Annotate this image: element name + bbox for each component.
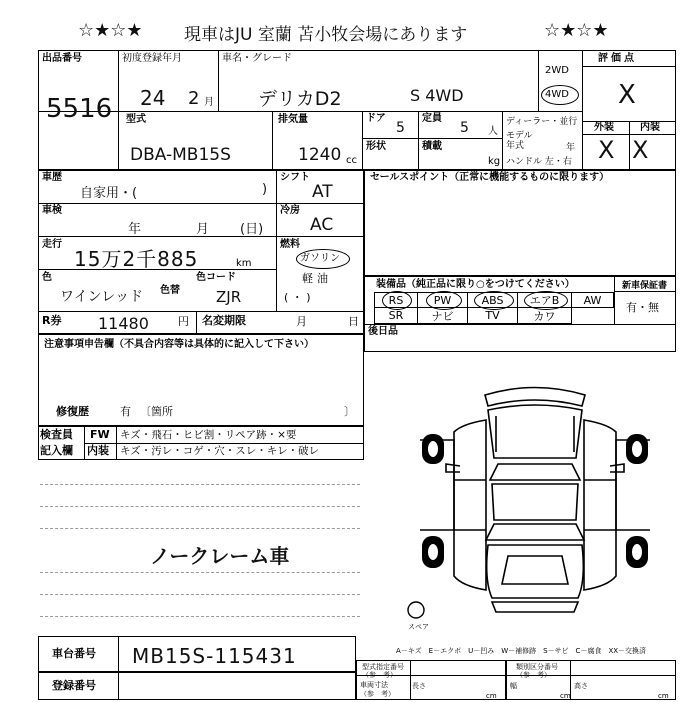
equip-abs-circle bbox=[474, 291, 514, 310]
model-year-label: モデル 年式 bbox=[506, 131, 533, 151]
handle-label: ハンドル 左・右 bbox=[506, 157, 572, 167]
model-value: DBA-MB15S bbox=[130, 145, 231, 165]
name-change-label: 名変期限 bbox=[202, 314, 246, 327]
equip-navi: ナビ bbox=[418, 308, 468, 324]
aircon-value: AC bbox=[310, 215, 334, 235]
equip-leather: カワ bbox=[518, 308, 572, 324]
rear-window bbox=[486, 524, 584, 540]
equip-tv: TV bbox=[468, 308, 518, 324]
chassis-label: 車台番号 bbox=[52, 647, 96, 660]
banner-right-stars: ☆★☆★ bbox=[544, 20, 609, 41]
height-cm: cm bbox=[658, 692, 669, 700]
type-designation-label: 型式指定番号 bbox=[362, 663, 404, 671]
mileage-unit: km bbox=[236, 258, 252, 269]
inspector-label-2: 記入欄 bbox=[40, 444, 73, 457]
tailgate bbox=[487, 545, 584, 598]
sales-point-label: セールスポイント（正常に機能するものに限ります） bbox=[370, 172, 610, 183]
category-label: 類別区分番号 bbox=[516, 663, 558, 671]
fuel-label: 燃料 bbox=[280, 239, 300, 250]
car-length-ref: （参 考） bbox=[360, 690, 395, 698]
history-label: 車歴 bbox=[42, 172, 62, 183]
registration-label: 登録番号 bbox=[52, 679, 96, 692]
model-label: 型式 bbox=[126, 114, 146, 125]
capacity-label: 定員 bbox=[422, 113, 442, 124]
type-designation-ref: （参 考） bbox=[362, 671, 397, 679]
capacity-unit: 人 bbox=[488, 126, 498, 137]
equip-abs: ABS bbox=[468, 292, 518, 308]
width-cm: cm bbox=[560, 692, 571, 700]
listing-number: 5516 bbox=[46, 94, 113, 124]
repair-value: 有 bbox=[120, 405, 131, 418]
car-length-label: 車両寸法 bbox=[360, 681, 388, 689]
inspection-day-unit: (日) bbox=[240, 222, 264, 237]
width-label: 幅 bbox=[510, 682, 517, 690]
car-name-value: デリカD2 bbox=[258, 88, 342, 110]
height-label: 高さ bbox=[574, 682, 588, 690]
listing-number-label: 出品番号 bbox=[42, 53, 82, 64]
rear-bumper bbox=[492, 602, 578, 612]
color-code: ZJR bbox=[216, 288, 242, 306]
shape-label: 形状 bbox=[366, 141, 386, 152]
first-reg-label: 初度登録年月 bbox=[122, 53, 182, 64]
doors-value: 5 bbox=[396, 120, 405, 136]
load-unit: kg bbox=[488, 156, 501, 167]
equip-airbag-circle bbox=[524, 291, 568, 310]
rating-label: 評価点 bbox=[598, 53, 637, 64]
banner-left-stars: ☆★☆★ bbox=[78, 20, 143, 41]
exterior-label: 外装 bbox=[594, 122, 614, 133]
recycle-value: 11480 bbox=[98, 314, 149, 333]
no-claim-stamp: ノークレーム車 bbox=[150, 544, 290, 568]
recycle-unit: 円 bbox=[178, 315, 189, 328]
color-label: 色 bbox=[42, 272, 52, 283]
repair-label: 修復歴 bbox=[56, 405, 89, 418]
car-grade-value: S 4WD bbox=[410, 86, 464, 105]
roof bbox=[492, 484, 578, 520]
equip-pw: PW bbox=[418, 292, 468, 308]
inspection-month-unit: 月 bbox=[196, 222, 210, 237]
history-value: 自家用・( bbox=[80, 186, 138, 201]
displacement-unit: cc bbox=[346, 155, 357, 166]
equip-pw-circle bbox=[426, 291, 462, 310]
later-items-label: 後日品 bbox=[368, 326, 398, 337]
sales-point-frame bbox=[364, 170, 676, 276]
damage-legend: A－キズ E－エクボ U－凹み W－補修跡 S－サビ C－腐食 XX－交換済 bbox=[396, 647, 647, 655]
inspector-interior: 内装 bbox=[87, 444, 109, 457]
aircon-label: 冷房 bbox=[280, 205, 300, 216]
displacement-label: 排気量 bbox=[278, 114, 308, 125]
first-reg-month-unit: 月 bbox=[204, 97, 214, 108]
hood bbox=[488, 405, 582, 458]
inspection-year-unit: 年 bbox=[128, 222, 142, 237]
exterior-value: X bbox=[598, 136, 615, 164]
car-name-label: 車名・グレード bbox=[222, 53, 292, 64]
spare-tire bbox=[408, 602, 424, 618]
car-diagram bbox=[400, 380, 670, 630]
equip-sr: SR bbox=[374, 308, 418, 324]
displacement-value: 1240 bbox=[298, 145, 342, 165]
mileage-label: 走行 bbox=[42, 239, 62, 250]
length-cm: cm bbox=[486, 692, 497, 700]
name-change-day: 日 bbox=[348, 315, 359, 328]
repair-close: 〕 bbox=[344, 405, 355, 418]
banner-text: 現車はJU 室蘭 苫小牧会場にあります bbox=[184, 25, 468, 45]
warranty-value: 有・無 bbox=[626, 301, 659, 314]
drive-2wd: 2WD bbox=[545, 65, 569, 76]
fuel-diesel: 軽油 bbox=[302, 272, 332, 285]
fuel-gasoline: ガソリン bbox=[300, 253, 340, 264]
notes-label: 注意事項申告欄（不具合内容等は具体的に記入して下さい） bbox=[44, 339, 314, 350]
first-reg-month: 2 bbox=[188, 88, 200, 109]
model-year-unit: 年 bbox=[566, 143, 576, 153]
doors-label: ドア bbox=[366, 113, 386, 124]
category-ref: （参 考） bbox=[516, 671, 551, 679]
equip-airbag: エアB bbox=[518, 292, 572, 308]
length-label: 長さ bbox=[412, 682, 426, 690]
fuel-other: ( ・ ) bbox=[284, 291, 311, 304]
warranty-label: 新車保証書 bbox=[622, 281, 668, 291]
dealer-label: ディーラー・並行 bbox=[506, 117, 578, 127]
inspection-label: 車検 bbox=[42, 205, 62, 216]
inspector-label-1: 検査員 bbox=[40, 428, 73, 441]
equip-rs-circle bbox=[382, 291, 412, 310]
inspector-interior-items: キズ・汚レ・コゲ・穴・スレ・キレ・破レ bbox=[120, 445, 320, 457]
right-body bbox=[584, 420, 616, 590]
front-bumper bbox=[485, 388, 585, 407]
left-body bbox=[454, 420, 486, 590]
shift-label: シフト bbox=[280, 172, 310, 183]
interior-label: 内装 bbox=[640, 122, 660, 133]
first-reg-year: 24 bbox=[140, 86, 166, 110]
repair-open: 〔箇所 bbox=[140, 405, 173, 418]
equip-aw: AW bbox=[572, 292, 614, 308]
inspector-fw: FW bbox=[90, 428, 110, 441]
rating-value: X bbox=[618, 80, 636, 110]
interior-value: X bbox=[632, 136, 649, 164]
color-code-label: 色コード bbox=[196, 272, 236, 283]
load-label: 積載 bbox=[422, 141, 442, 152]
chassis-value: MB15S-115431 bbox=[132, 644, 297, 668]
equip-rs: RS bbox=[374, 292, 418, 308]
color-change-label: 色替 bbox=[160, 285, 180, 296]
equipment-label: 装備品（純正品に限り○をつけてください） bbox=[376, 279, 575, 290]
name-change-month: 月 bbox=[296, 315, 307, 328]
color-value: ワインレッド bbox=[60, 289, 144, 305]
drive-4wd: 4WD bbox=[545, 89, 569, 100]
inspector-fw-items: キズ・飛石・ヒビ割・リペア跡・×要 bbox=[120, 429, 297, 441]
history-close: ) bbox=[262, 182, 268, 197]
mileage-value: 15万2千885 bbox=[74, 247, 199, 271]
capacity-value: 5 bbox=[460, 120, 469, 136]
recycle-label: R券 bbox=[42, 314, 62, 327]
spare-label: スペア bbox=[408, 623, 429, 631]
shift-value: AT bbox=[312, 182, 333, 202]
windshield bbox=[490, 464, 580, 480]
